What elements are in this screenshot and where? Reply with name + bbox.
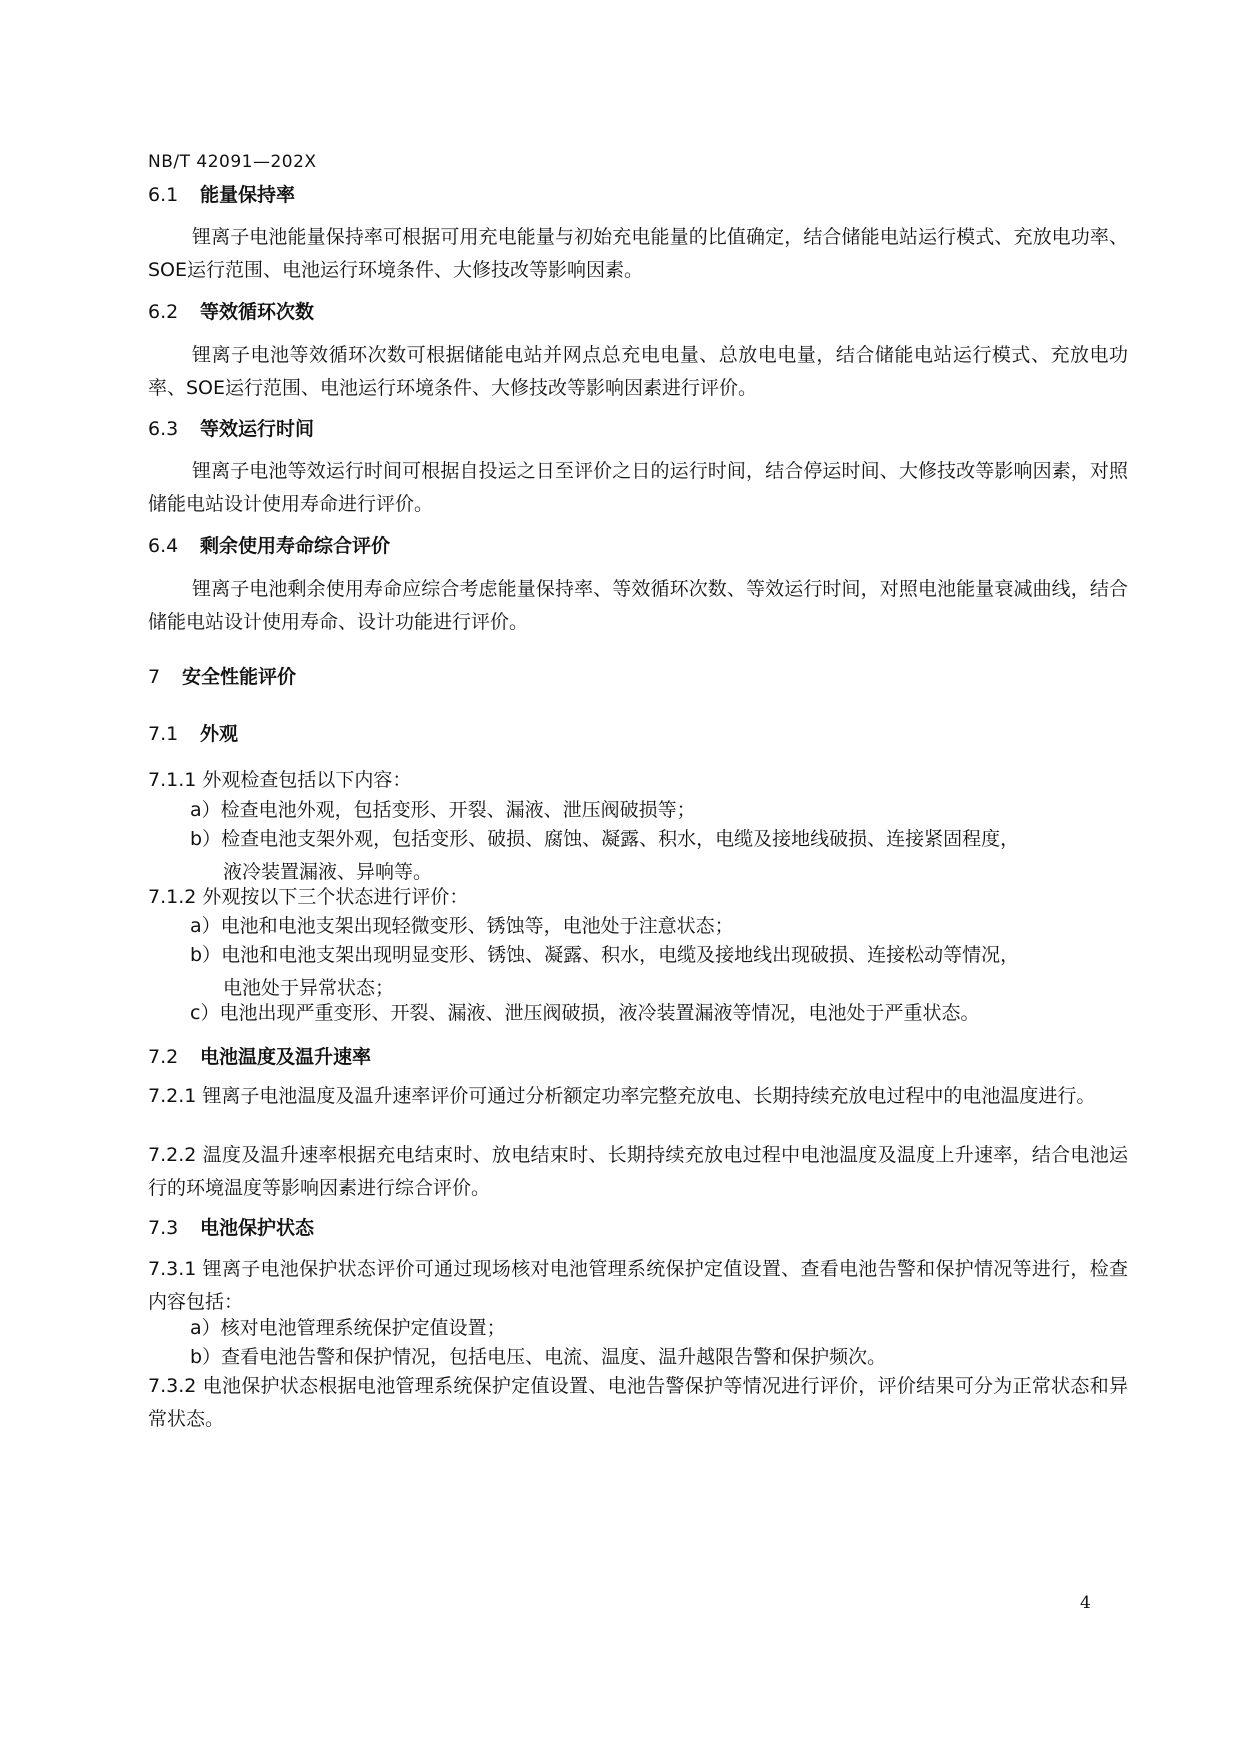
section-title: 等效运行时间	[200, 418, 315, 440]
document-standard-number: NB/T 42091—202X	[148, 152, 317, 172]
section-7-2-heading	[148, 1042, 371, 1069]
list-text: 电池和电池支架出现轻微变形、锈蚀等，电池处于注意状态；	[220, 915, 734, 937]
list-text: 检查电池外观，包括变形、开裂、漏液、泄压阀破损等；	[220, 799, 696, 821]
section-title: 等效循环次数	[200, 301, 315, 323]
section-6-3-paragraph: 锂离子电池等效运行时间可根据自投运之日至评价之日的运行时间，结合停运时间、大修技改等影响因素，对照储能电站设计使用寿命进行评价。	[148, 460, 1128, 515]
section-title: 电池保护状态	[200, 1217, 315, 1239]
clause-7-3-2: 7.3.2 电池保护状态根据电池管理系统保护定值设置、电池告警保护等情况进行评价，评价结果可分为正常状态和异常状态。	[148, 1375, 1128, 1430]
list-item	[190, 939, 1128, 1005]
section-title: 电池温度及温升速率	[200, 1046, 372, 1068]
section-6-4-heading	[148, 531, 390, 558]
section-number: 6.1	[148, 184, 179, 206]
section-number: 7.2	[148, 1046, 179, 1068]
list-item	[190, 997, 1128, 1030]
chapter-7-heading	[148, 662, 296, 689]
list-label: a）	[190, 799, 221, 821]
clause-7-2-2: 7.2.2 温度及温升速率根据充电结束时、放电结束时、长期持续充放电过程中电池温度及温度上升速率，结合电池运行的环境温度等影响因素进行综合评价。	[148, 1144, 1128, 1199]
section-number: 6.3	[148, 418, 179, 440]
section-7-3-heading	[148, 1213, 314, 1240]
section-title: 能量保持率	[200, 184, 296, 206]
list-text: 检查电池支架外观，包括变形、破损、腐蚀、凝露、积水，电缆及接地线破损、连接紧固程度，	[221, 828, 1020, 850]
list-text-continuation: 液冷装置漏液、异响等。	[223, 861, 433, 883]
section-number: 6.4	[148, 535, 179, 557]
section-6-2-paragraph: 锂离子电池等效循环次数可根据储能电站并网点总充电电量、总放电电量，结合储能电站运行模式、充放电功率、SOE运行范围、电池运行环境条件、大修技改等影响因素进行评价。	[148, 344, 1128, 399]
list-label: c）	[190, 1002, 220, 1024]
list-label: b）	[190, 944, 222, 966]
list-text: 电池出现严重变形、开裂、漏液、泄压阀破损，液冷装置漏液等情况，电池处于严重状态。	[219, 1002, 980, 1024]
section-6-4-paragraph: 锂离子电池剩余使用寿命应综合考虑能量保持率、等效循环次数、等效运行时间，对照电池能量衰减曲线，结合储能电站设计使用寿命、设计功能进行评价。	[148, 578, 1128, 633]
section-number: 7.1	[148, 723, 179, 745]
section-6-1-heading	[148, 180, 295, 207]
list-label: a）	[190, 915, 221, 937]
section-6-3-heading	[148, 414, 314, 441]
clause-7-2-1: 7.2.1 锂离子电池温度及温升速率评价可通过分析额定功率完整充放电、长期持续充放电过程中的电池温度进行。	[148, 1085, 1096, 1107]
list-text: 电池和电池支架出现明显变形、锈蚀、凝露、积水，电缆及接地线出现破损、连接松动等情况，	[221, 944, 1020, 966]
list-item	[190, 823, 1128, 889]
chapter-title: 安全性能评价	[182, 666, 297, 688]
list-text: 核对电池管理系统保护定值设置；	[220, 1317, 506, 1339]
section-number: 7.3	[148, 1217, 179, 1239]
section-number: 6.2	[148, 301, 179, 323]
list-label: b）	[190, 1346, 222, 1368]
clause-7-1-2: 7.1.2 外观按以下三个状态进行评价：	[148, 886, 469, 908]
clause-7-1-1: 7.1.1 外观检查包括以下内容：	[148, 769, 412, 791]
section-title: 外观	[200, 723, 239, 745]
section-7-1-heading	[148, 719, 238, 746]
chapter-number: 7	[148, 666, 161, 688]
list-label: b）	[190, 828, 222, 850]
section-6-1-paragraph: 锂离子电池能量保持率可根据可用充电能量与初始充电能量的比值确定，结合储能电站运行模式、充放电功率、SOE运行范围、电池运行环境条件、大修技改等影响因素。	[148, 226, 1128, 281]
clause-7-3-1: 7.3.1 锂离子电池保护状态评价可通过现场核对电池管理系统保护定值设置、查看电池告警和保护情况等进行，检查内容包括：	[148, 1258, 1128, 1313]
list-text-continuation: 电池处于异常状态；	[223, 977, 395, 999]
list-label: a）	[190, 1317, 221, 1339]
list-text: 查看电池告警和保护情况，包括电压、电流、温度、温升越限告警和保护频次。	[221, 1346, 887, 1368]
page-number: 4	[1080, 1593, 1091, 1613]
section-title: 剩余使用寿命综合评价	[200, 535, 391, 557]
section-6-2-heading	[148, 297, 314, 324]
